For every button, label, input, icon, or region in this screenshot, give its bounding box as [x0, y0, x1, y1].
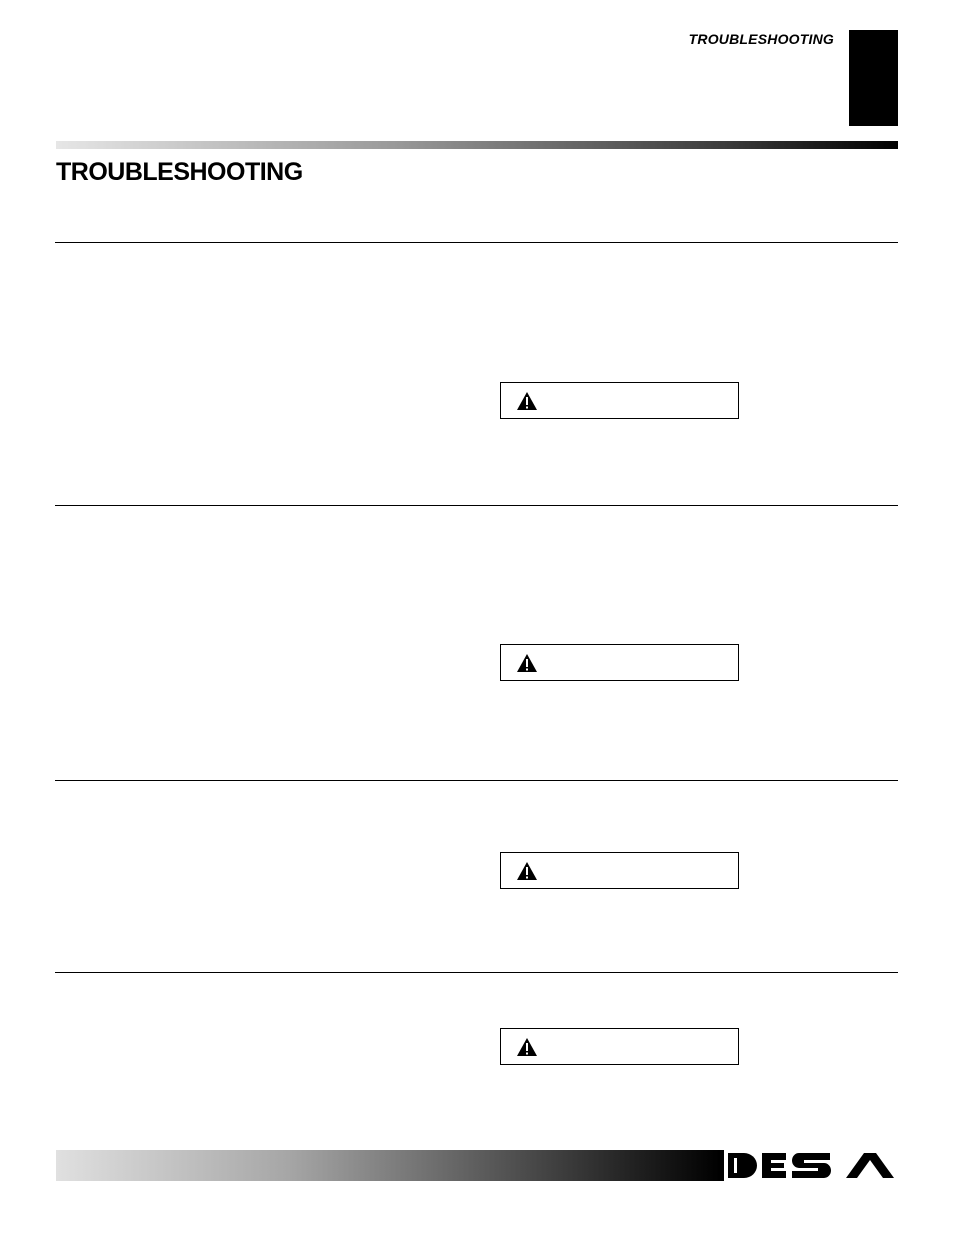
desa-logo	[720, 1150, 898, 1181]
warning-box-3	[500, 852, 739, 889]
section-tab-marker	[849, 30, 898, 126]
section-divider-1	[55, 242, 898, 243]
warning-triangle-icon	[516, 1037, 538, 1057]
header-gradient-rule	[56, 141, 898, 149]
warning-triangle-icon	[516, 861, 538, 881]
section-divider-2	[55, 505, 898, 506]
warning-triangle-icon	[516, 653, 538, 673]
footer-gradient-bar	[56, 1150, 720, 1181]
warning-box-2	[500, 644, 739, 681]
section-divider-4	[55, 972, 898, 973]
warning-box-1	[500, 382, 739, 419]
warning-box-4	[500, 1028, 739, 1065]
section-divider-3	[55, 780, 898, 781]
header-section-label: TROUBLESHOOTING	[688, 31, 834, 47]
warning-triangle-icon	[516, 391, 538, 411]
page-title: TROUBLESHOOTING	[56, 158, 303, 186]
